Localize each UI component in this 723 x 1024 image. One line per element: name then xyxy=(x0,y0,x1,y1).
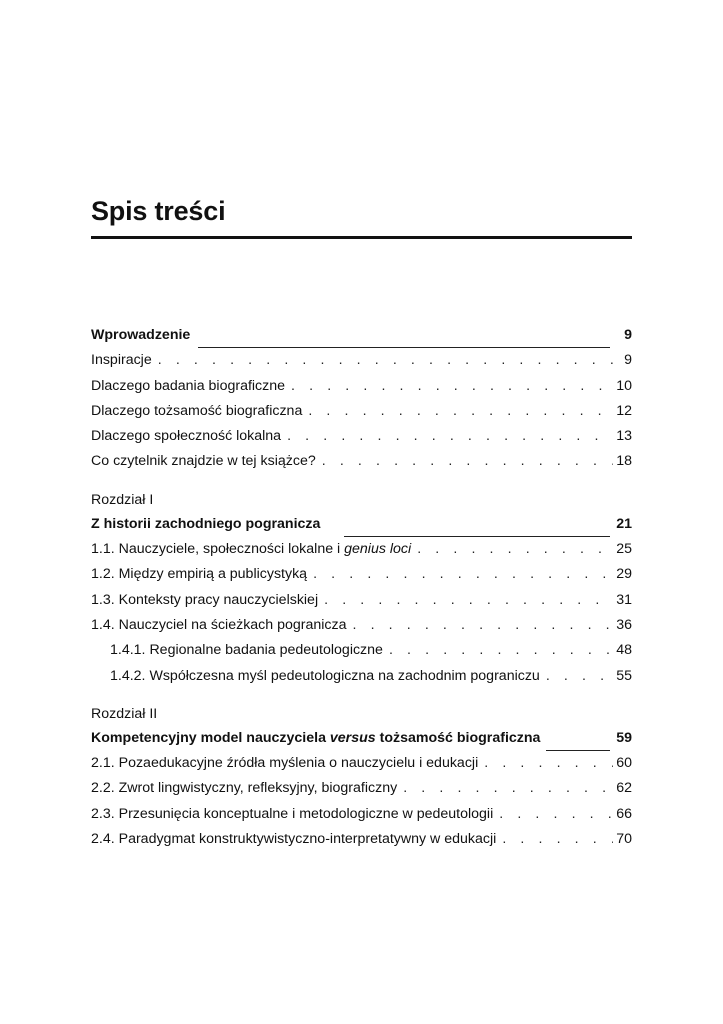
toc-chapter-2[interactable] xyxy=(91,730,632,755)
toc-entry[interactable] xyxy=(91,453,632,478)
chapter-number: Rozdział II xyxy=(91,705,158,722)
toc-subentry[interactable] xyxy=(91,642,632,667)
toc-entry[interactable] xyxy=(91,378,632,403)
toc-leader-dots xyxy=(502,831,613,847)
toc-entry-label: 1.1. Nauczyciele, społeczności lokalne i genius loci xyxy=(91,541,412,558)
toc-page-number: 31 xyxy=(616,591,632,608)
toc-section-intro[interactable] xyxy=(91,327,632,352)
toc-entry-label: 1.4.2. Współczesna myśl pedeutologiczna na zachodnim pograniczu xyxy=(110,667,540,684)
chapter-1-label xyxy=(91,492,632,516)
toc-entry[interactable] xyxy=(91,780,632,805)
toc-leader-dots xyxy=(308,403,613,419)
toc-page-number: 10 xyxy=(616,377,632,394)
toc-leader-dots xyxy=(417,541,613,557)
toc-chapter-title: Z historii zachodniego pogranicza xyxy=(91,515,321,532)
toc-chapter-title: Kompetencyjny model nauczyciela versus tożsamość biograficzna xyxy=(91,729,541,746)
toc-entry[interactable] xyxy=(91,403,632,428)
toc-entry-label: 2.4. Paradygmat konstruktywistyczno-interpretatywny w edukacji xyxy=(91,831,497,848)
toc-entry[interactable] xyxy=(91,831,632,856)
toc-leader-dots xyxy=(313,566,613,582)
toc-page-number: 48 xyxy=(616,642,632,659)
toc-entry[interactable] xyxy=(91,352,632,377)
toc-leader-dots xyxy=(287,428,613,444)
toc-entry[interactable] xyxy=(91,428,632,453)
toc-leader-dots xyxy=(353,617,613,633)
toc-page-number: 66 xyxy=(616,805,632,822)
table-of-contents xyxy=(91,327,632,856)
toc-page-number: 36 xyxy=(616,616,632,633)
toc-page-number: 21 xyxy=(616,515,632,532)
toc-page-number: 70 xyxy=(616,831,632,848)
title-underline xyxy=(91,236,632,239)
toc-entry[interactable] xyxy=(91,617,632,642)
toc-page-number: 62 xyxy=(616,780,632,797)
toc-page-number: 60 xyxy=(616,755,632,772)
toc-leader-dots xyxy=(389,642,613,658)
toc-entry-label: 1.4.1. Regionalne badania pedeutologiczne xyxy=(110,642,383,659)
toc-entry[interactable] xyxy=(91,755,632,780)
toc-leader-dots xyxy=(324,592,613,608)
toc-section-title: Wprowadzenie xyxy=(91,327,191,343)
toc-page-number: 9 xyxy=(624,327,632,343)
toc-leader-dots xyxy=(484,755,613,771)
toc-chapter-1[interactable] xyxy=(91,516,632,541)
toc-page-number: 18 xyxy=(616,453,632,470)
toc-page-number: 13 xyxy=(616,428,632,445)
toc-entry-label: 2.1. Pozaedukacyjne źródła myślenia o nauczycielu i edukacji xyxy=(91,755,479,772)
toc-entry-label: 2.3. Przesunięcia konceptualne i metodologiczne w pedeutologii xyxy=(91,805,494,822)
toc-entry-label: Dlaczego tożsamość biograficzna xyxy=(91,402,303,419)
toc-page-number: 25 xyxy=(616,541,632,558)
toc-leader-dots xyxy=(158,352,613,368)
toc-entry-label: 2.2. Zwrot lingwistyczny, refleksyjny, biograficzny xyxy=(91,780,398,797)
toc-leader-line xyxy=(344,536,610,537)
toc-leader-dots xyxy=(291,378,613,394)
toc-leader-dots xyxy=(546,668,613,684)
toc-entry-label: 1.4. Nauczyciel na ścieżkach pogranicza xyxy=(91,616,347,633)
toc-page-number: 29 xyxy=(616,566,632,583)
toc-leader-line xyxy=(198,347,610,348)
toc-page-number: 59 xyxy=(616,729,632,746)
toc-entry[interactable] xyxy=(91,592,632,617)
toc-entry[interactable] xyxy=(91,806,632,831)
toc-leader-dots xyxy=(322,453,613,469)
toc-page-number: 12 xyxy=(616,402,632,419)
toc-entry-label: 1.2. Między empirią a publicystyką xyxy=(91,566,308,583)
toc-entry-label: Co czytelnik znajdzie w tej książce? xyxy=(91,453,316,470)
toc-leader-dots xyxy=(403,780,613,796)
toc-subentry[interactable] xyxy=(91,668,632,693)
toc-page-number: 55 xyxy=(616,667,632,684)
toc-page-number: 9 xyxy=(624,352,632,369)
toc-entry[interactable] xyxy=(91,541,632,566)
toc-entry-label: Inspiracje xyxy=(91,352,152,369)
chapter-2-label xyxy=(91,706,632,730)
toc-entry-label: Dlaczego badania biograficzne xyxy=(91,377,286,394)
toc-entry-label: Dlaczego społeczność lokalna xyxy=(91,428,282,445)
toc-entry-label: 1.3. Konteksty pracy nauczycielskiej xyxy=(91,591,319,608)
toc-leader-dots xyxy=(499,806,613,822)
chapter-number: Rozdział I xyxy=(91,491,154,508)
page-title: Spis treści xyxy=(91,196,226,226)
toc-leader-line xyxy=(546,750,610,751)
toc-entry[interactable] xyxy=(91,566,632,591)
